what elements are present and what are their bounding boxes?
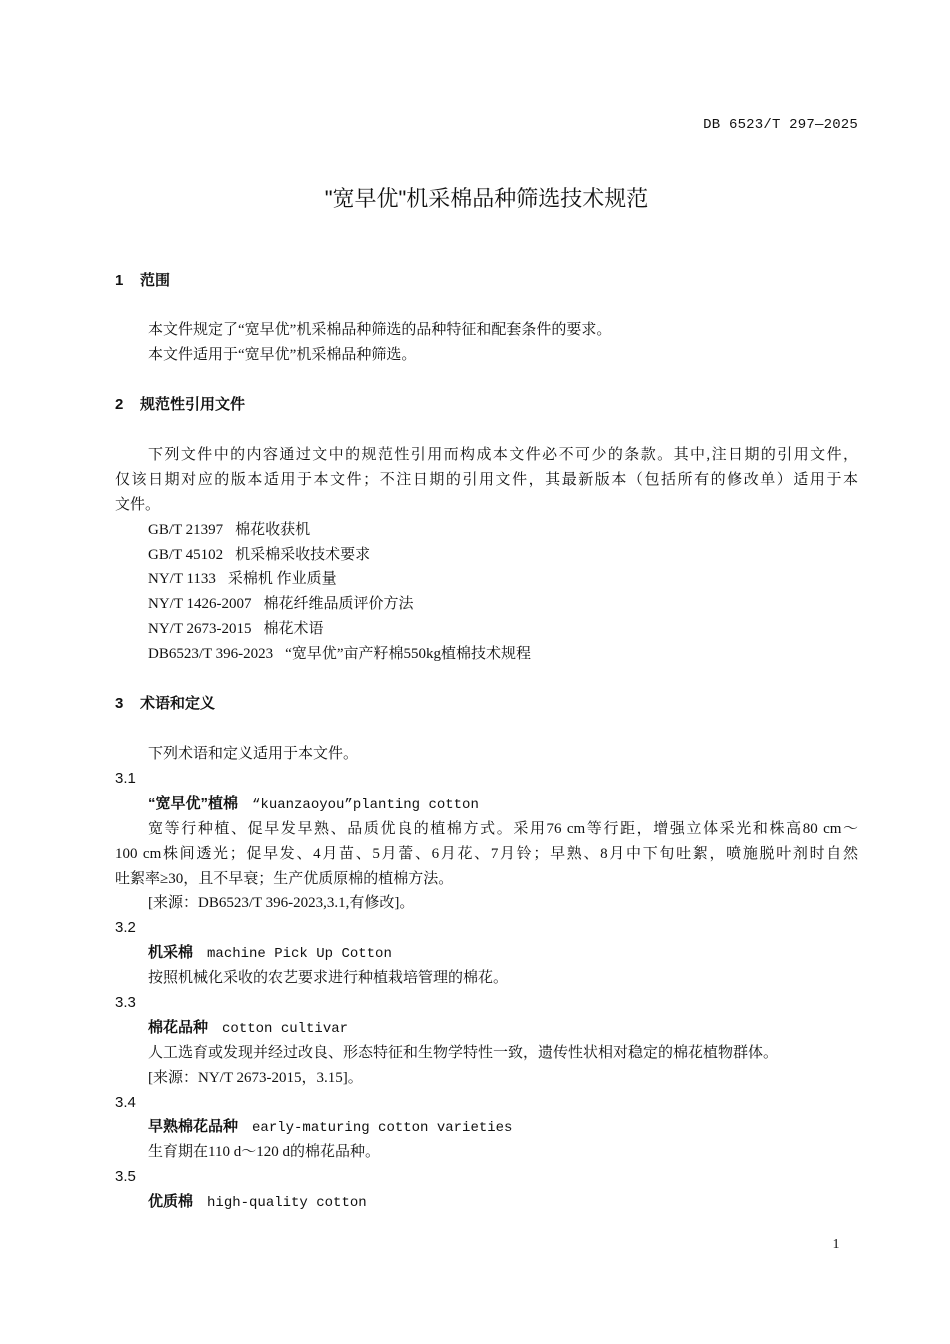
reference-item bbox=[148, 520, 858, 540]
paragraph-line: 仅该日期对应的版本适用于本文件；不注日期的引用文件，其最新版本（包括所有的修改单）适用于本 bbox=[115, 472, 858, 488]
page-number: 1 bbox=[832, 1237, 840, 1252]
section-number: 3 bbox=[115, 695, 124, 712]
section-2-heading bbox=[115, 395, 858, 415]
reference-code: NY/T 2673-2015 bbox=[148, 621, 252, 637]
term-entry bbox=[148, 794, 858, 814]
section-title: 术语和定义 bbox=[140, 695, 216, 712]
definition-line: 按照机械化采收的农艺要求进行种植栽培管理的棉花。 bbox=[148, 970, 509, 986]
term-entry bbox=[148, 1018, 858, 1038]
reference-name: 棉花纤维品质评价方法 bbox=[263, 596, 414, 612]
term-english: early-maturing cotton varieties bbox=[252, 1120, 513, 1136]
term-chinese: “宽早优”植棉 bbox=[148, 795, 239, 812]
term-chinese: 优质棉 bbox=[148, 1193, 194, 1210]
reference-name: 采棉机 作业质量 bbox=[227, 571, 337, 587]
reference-name: “宽早优”亩产籽棉550kg植棉技术规程 bbox=[285, 646, 531, 662]
section-number: 1 bbox=[115, 272, 124, 289]
term-entry bbox=[148, 943, 858, 963]
reference-code: GB/T 21397 bbox=[148, 522, 224, 538]
reference-item bbox=[148, 594, 858, 614]
reference-name: 棉花术语 bbox=[263, 621, 324, 637]
term-source: [来源：DB6523/T 396-2023,3.1,有修改]。 bbox=[148, 895, 415, 911]
clause-number: 3.3 bbox=[115, 994, 136, 1011]
term-source: [来源：NY/T 2673-2015，3.15]。 bbox=[148, 1070, 363, 1086]
definition-line: 人工选育或发现并经过改良、形态特征和生物学特性一致，遗传性状相对稳定的棉花植物群体。 bbox=[148, 1045, 779, 1061]
section-1-heading bbox=[115, 271, 858, 291]
section-title: 规范性引用文件 bbox=[140, 396, 246, 413]
term-english: cotton cultivar bbox=[222, 1021, 349, 1037]
definition-line: 吐絮率≥30，且不早衰；生产优质原棉的植棉方法。 bbox=[115, 871, 454, 887]
reference-item bbox=[148, 644, 858, 664]
reference-code: DB6523/T 396-2023 bbox=[148, 646, 274, 662]
term-english: high-quality cotton bbox=[207, 1195, 367, 1211]
term-chinese: 机采棉 bbox=[148, 944, 194, 961]
reference-code: GB/T 45102 bbox=[148, 547, 224, 563]
paragraph-line: 下列文件中的内容通过文中的规范性引用而构成本文件必不可少的条款。其中,注日期的引用文件， bbox=[148, 447, 858, 463]
clause-number: 3.5 bbox=[115, 1168, 136, 1185]
clause-number: 3.1 bbox=[115, 770, 136, 787]
reference-code: NY/T 1133 bbox=[148, 571, 216, 587]
reference-item bbox=[148, 619, 858, 639]
term-chinese: 早熟棉花品种 bbox=[148, 1118, 239, 1135]
document-number: DB 6523/T 297—2025 bbox=[703, 117, 858, 133]
reference-code: NY/T 1426-2007 bbox=[148, 596, 252, 612]
reference-name: 棉花收获机 bbox=[235, 522, 311, 538]
term-entry bbox=[148, 1192, 858, 1212]
term-english: “kuanzaoyou”planting cotton bbox=[252, 797, 479, 813]
paragraph-line: 文件。 bbox=[115, 497, 161, 513]
section-number: 2 bbox=[115, 396, 124, 413]
clause-number: 3.4 bbox=[115, 1094, 136, 1111]
definition-line: 100 cm株间透光；促早发、4月苗、5月蕾、6月花、7月铃；早熟、8月中下旬吐絮，喷施脱叶剂时自然 bbox=[115, 846, 858, 862]
paragraph: 本文件规定了“宽早优”机采棉品种筛选的品种特征和配套条件的要求。 bbox=[148, 322, 612, 338]
term-entry bbox=[148, 1117, 858, 1137]
reference-item bbox=[148, 545, 858, 565]
reference-item bbox=[148, 569, 858, 589]
definition-line: 宽等行种植、促早发早熟、品质优良的植棉方式。采用76 cm等行距，增强立体采光和株高80 cm～ bbox=[148, 821, 858, 837]
document-title: "宽早优"机采棉品种筛选技术规范 bbox=[324, 186, 649, 211]
section-3-heading bbox=[115, 694, 858, 714]
definition-line: 生育期在110 d～120 d的棉花品种。 bbox=[148, 1144, 380, 1160]
reference-name: 机采棉采收技术要求 bbox=[235, 547, 371, 563]
term-english: machine Pick Up Cotton bbox=[207, 946, 392, 962]
term-chinese: 棉花品种 bbox=[148, 1019, 209, 1036]
clause-number: 3.2 bbox=[115, 919, 136, 936]
paragraph: 下列术语和定义适用于本文件。 bbox=[148, 746, 359, 762]
section-title: 范围 bbox=[140, 272, 171, 289]
paragraph: 本文件适用于“宽早优”机采棉品种筛选。 bbox=[148, 347, 417, 363]
